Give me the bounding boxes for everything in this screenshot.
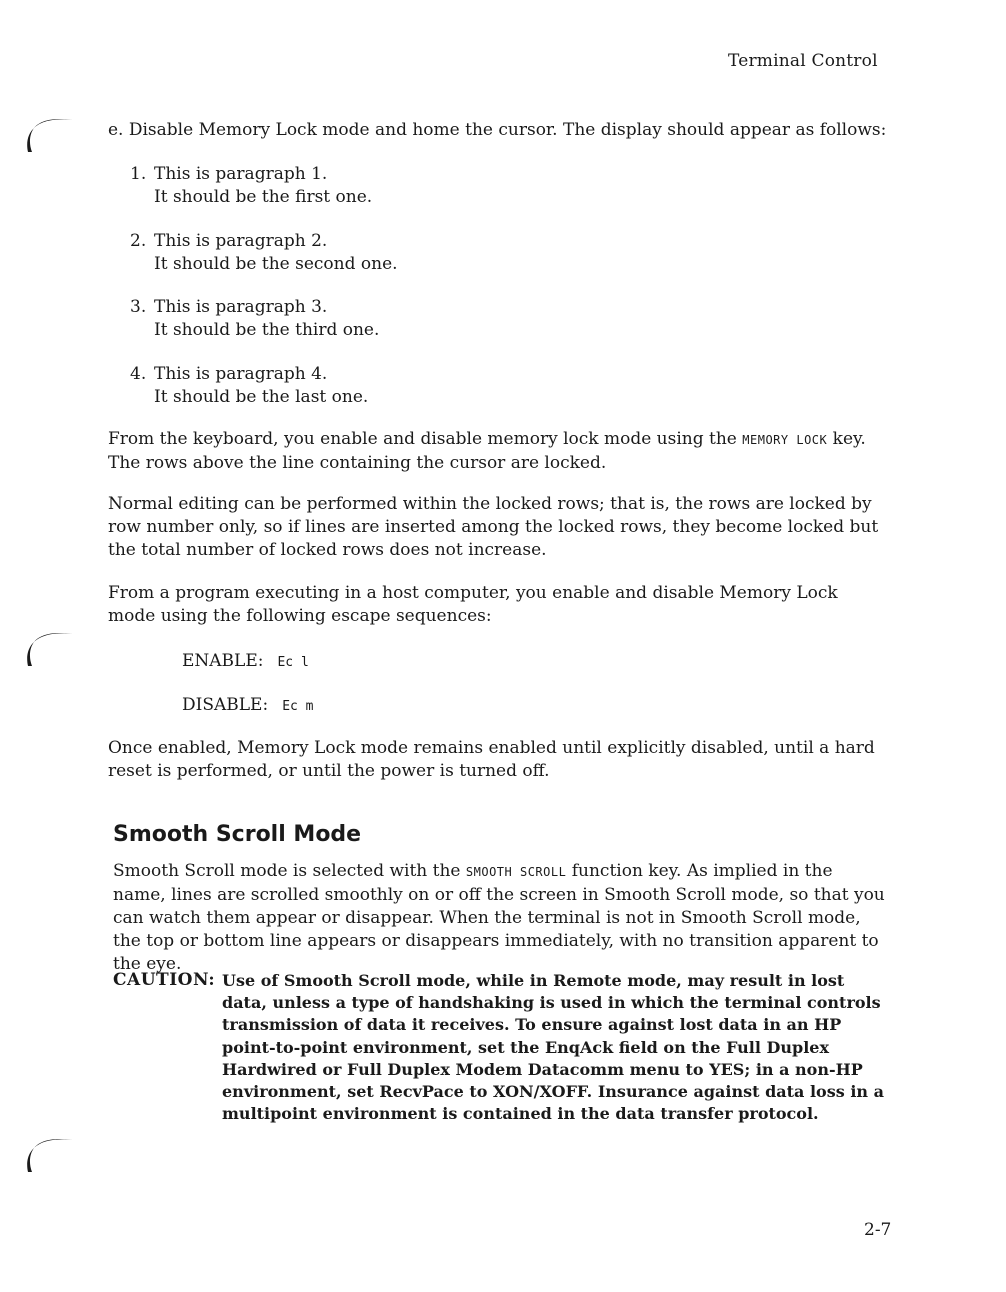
escape-sequence-disable xyxy=(182,694,314,718)
paragraph-smooth-scroll xyxy=(113,860,885,976)
item-number: 3. xyxy=(130,297,147,317)
paragraph-once-enabled: Once enabled, Memory Lock mode remains enabled until explicitly disabled, until a hard reset is performed, or until the power is turned off. xyxy=(108,738,875,781)
display-list-item xyxy=(130,163,372,209)
paragraph-text: key. The rows above the line containing the cursor are locked. xyxy=(108,429,866,473)
running-head: Terminal Control xyxy=(728,51,878,71)
paragraph-text: Smooth Scroll mode is selected with the xyxy=(113,861,466,881)
escape-sequence-enable xyxy=(182,650,309,674)
item-line-1: This is paragraph 3. xyxy=(154,297,328,317)
binder-hole-mark-top xyxy=(20,106,80,156)
item-line-1: This is paragraph 4. xyxy=(154,364,328,384)
caution-text: Use of Smooth Scroll mode, while in Remote mode, may result in lost data, unless a type of handshaking is used in which the terminal controls transmission of data it receives. To ensure against lost data in an HP point-to-point environment, set the EnqAck field on the Full Duplex Hardwired or Full Duplex Modem Datacomm menu to YES; in a non-HP environment, set RecvPace to XON/XOFF. Insurance against data loss in a multipoint environment is contained in the data transfer protocol. xyxy=(222,971,884,1124)
paragraph-text: function key. As implied in the name, lines are scrolled smoothly on or off the screen in Smooth Scroll mode, so that you can watch them appear or disappear. When the terminal is not in Smooth Scroll mode, the top or bottom line appears or disappears immediately, with no transition apparent to the eye. xyxy=(113,861,885,974)
page-number: 2-7 xyxy=(864,1220,892,1240)
binder-hole-mark-bottom xyxy=(20,1126,80,1176)
item-number: 4. xyxy=(130,364,147,384)
paragraph-program: From a program executing in a host computer, you enable and disable Memory Lock mode using the following escape sequences: xyxy=(108,583,838,626)
display-list-item xyxy=(130,230,398,276)
sequence-label: DISABLE: xyxy=(182,695,269,715)
item-number: 2. xyxy=(130,231,147,251)
item-line-2: It should be the last one. xyxy=(154,387,369,407)
item-line-2: It should be the third one. xyxy=(154,320,380,340)
paragraph-text: From the keyboard, you enable and disable memory lock mode using the xyxy=(108,429,743,449)
caution-label: CAUTION: xyxy=(113,970,216,990)
step-e: e. Disable Memory Lock mode and home the cursor. The display should appear as follows: xyxy=(108,120,887,140)
paragraph-keyboard xyxy=(108,428,886,475)
smooth-scroll-key: SMOOTH SCROLL xyxy=(465,865,567,879)
sequence-label: ENABLE: xyxy=(182,651,264,671)
item-line-1: This is paragraph 2. xyxy=(154,231,328,251)
paragraph-editing: Normal editing can be performed within the locked rows; that is, the rows are locked by row number only, so if lines are inserted among the locked rows, they become locked but the total number of locked rows does not increase. xyxy=(108,494,879,560)
item-number: 1. xyxy=(130,164,147,184)
memory-lock-key: MEMORY LOCK xyxy=(742,433,828,447)
sequence-code: Ec l xyxy=(277,655,309,670)
binder-hole-mark-middle xyxy=(20,620,80,670)
section-heading: Smooth Scroll Mode xyxy=(113,822,362,847)
sequence-code: Ec m xyxy=(282,699,314,714)
display-list-item xyxy=(130,296,379,342)
display-list-item xyxy=(130,363,368,409)
item-line-2: It should be the second one. xyxy=(154,254,398,274)
item-line-1: This is paragraph 1. xyxy=(154,164,328,184)
item-line-2: It should be the first one. xyxy=(154,187,373,207)
